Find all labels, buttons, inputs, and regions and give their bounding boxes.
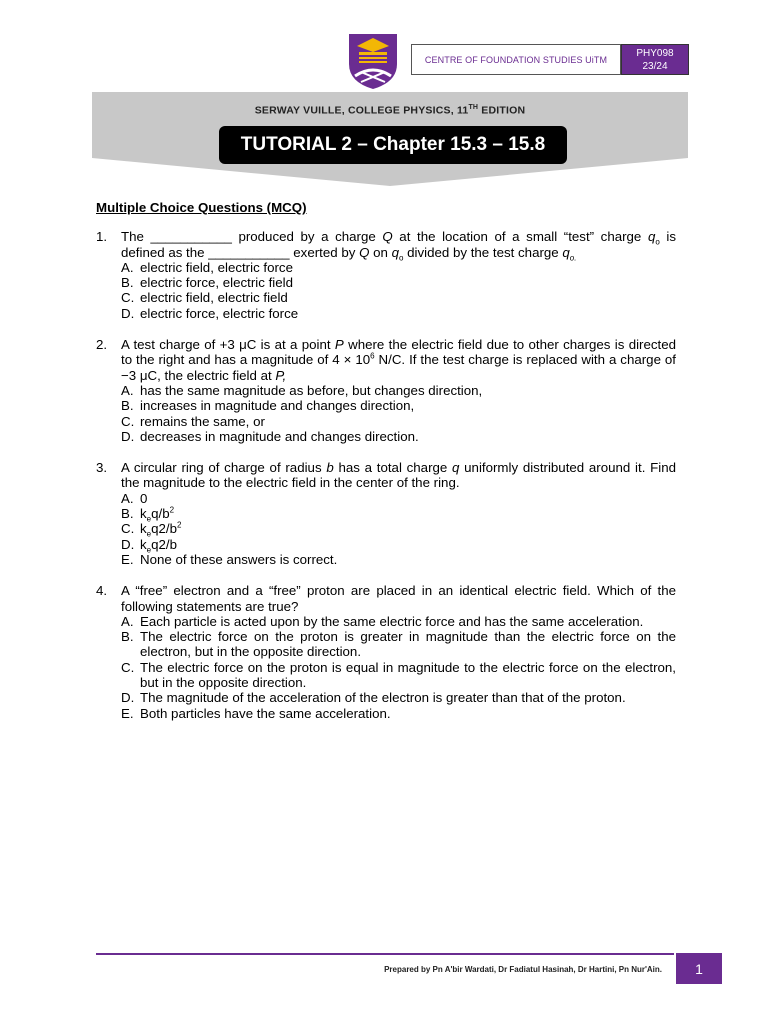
footer-credits: Prepared by Pn A'bir Wardati, Dr Fadiatul Hasinah, Dr Hartini, Pn Nur'Ain. [384,965,662,974]
tutorial-title: TUTORIAL 2 – Chapter 15.3 – 15.8 [219,126,567,164]
option: D. decreases in magnitude and changes direction. [121,428,419,444]
option: C. The electric force on the proton is equal in magnitude to the electric force on the electron, but in the opposite direction. [121,659,676,691]
question-number: 4. [96,583,108,599]
question-1 [96,229,676,321]
question-2 [96,337,676,444]
tutorial-content [96,200,676,737]
course-code-badge [621,44,689,75]
section-title: Multiple Choice Questions (MCQ) [96,200,307,215]
uitm-logo [347,32,399,90]
option: E. None of these answers is correct. [121,551,338,567]
option: C. electric field, electric field [121,290,288,306]
option: B. $k_eq/b^2$ [121,505,175,524]
question-number: 1. [96,229,108,245]
footer-divider [96,953,674,955]
centre-label: CENTRE OF FOUNDATION STUDIES UiTM [411,44,621,75]
option: B. The electric force on the proton is greater in magnitude than the electric force on the electron, but in the opposite direction. [121,629,676,660]
session: 23/24 [642,60,668,72]
question-number: 3. [96,460,108,476]
option: A. Each particle is acted upon by the same electric force and has the same acceleration. [121,613,644,629]
option: D. $k_eq2/b$ [121,536,177,555]
option: C. remains the same, or [121,413,265,429]
option: A. has the same magnitude as before, but changes direction, [121,382,483,398]
course-code: PHY098 [636,47,674,59]
question-number: 2. [96,337,108,353]
question-3 [96,460,676,567]
option: C. $k_eq2/b^2$ [121,520,182,539]
option: B. increases in magnitude and changes direction, [121,398,415,414]
option: E. Both particles have the same acceleration. [121,705,391,721]
option: D. The magnitude of the acceleration of the electron is greater than that of the proton. [121,690,626,706]
page-number: 1 [676,953,722,984]
question-4 [96,583,676,721]
question-text: A test charge of +3 μC is at a point P where the electric field due to other charges is directed to the right and has a magnitude of $4 \times 10^6$ N/C. If the test charge is replaced with a charge of −3 μC, the electric field at P, [121,337,676,383]
option: D. electric force, electric force [121,305,299,321]
option: A. electric field, electric force [121,259,293,275]
question-text: A “free” electron and a “free” proton are placed in an identical electric field. Which of the following statements are true? [121,583,676,614]
option: B. electric force, electric field [121,275,293,291]
book-title: SERWAY VUILLE, COLLEGE PHYSICS, 11TH EDITION [254,104,526,117]
option: A. 0 [121,490,148,506]
question-text: A circular ring of charge of radius b has a total charge q uniformly distributed around it. Find the magnitude to the electric field in the center of the ring. [121,460,676,491]
question-text: The ___________ produced by a charge Q at the location of a small “test” charge $q_o$ is defined as the ___________ exerted by Q on $q_o$ divided by the test charge $q_{o.}$ [121,229,676,263]
